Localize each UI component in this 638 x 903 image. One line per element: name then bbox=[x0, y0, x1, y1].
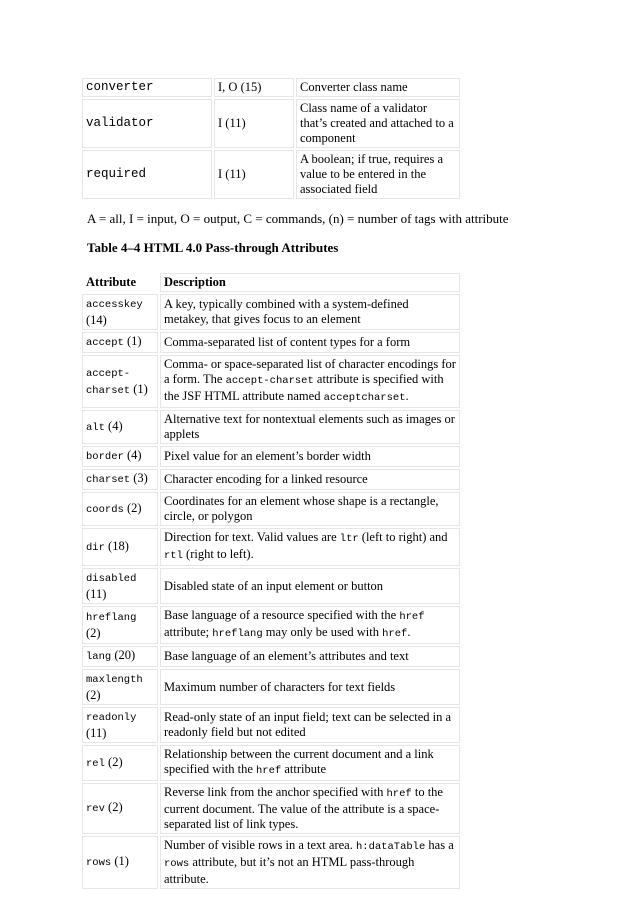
attribute-name: rel bbox=[86, 757, 105, 770]
description-text: Character encoding for a linked resource bbox=[164, 472, 368, 486]
table-row bbox=[82, 783, 460, 834]
attribute-name: lang bbox=[86, 651, 112, 663]
attribute-description bbox=[160, 745, 460, 781]
description-text: to the current document. The value of the attribute is a space-separated list of link types. bbox=[164, 785, 443, 831]
attribute-description bbox=[160, 294, 460, 330]
description-text: attribute bbox=[281, 762, 326, 776]
table-row bbox=[82, 707, 460, 743]
applies-to: I (11) bbox=[214, 150, 294, 199]
table-row bbox=[82, 492, 460, 526]
table-row bbox=[82, 745, 460, 781]
attribute-description bbox=[160, 783, 460, 834]
attribute-name: validator bbox=[82, 99, 212, 148]
attribute-name: disabled bbox=[86, 573, 137, 585]
applies-to: I, O (15) bbox=[214, 78, 294, 97]
description-text: has a bbox=[425, 838, 454, 852]
table-row bbox=[82, 99, 460, 148]
legend-note: A = all, I = input, O = output, C = commands, (n) = number of tags with attribute bbox=[87, 211, 509, 226]
description-text: Pixel value for an element’s border width bbox=[164, 449, 371, 463]
tag-count: (14) bbox=[86, 313, 107, 327]
pass-through-attributes-table bbox=[80, 271, 462, 891]
inline-code: hreflang bbox=[212, 628, 263, 640]
attribute-name: accesskey bbox=[86, 299, 143, 311]
description-text: Maximum number of characters for text fields bbox=[164, 679, 396, 694]
tag-count: (2) bbox=[86, 688, 101, 702]
attribute-description bbox=[160, 568, 460, 604]
attribute-name: coords bbox=[86, 503, 124, 516]
table-row bbox=[82, 410, 460, 444]
tag-count: (2) bbox=[108, 754, 123, 769]
table-row bbox=[82, 150, 460, 199]
description-text: A key, typically combined with a system-defined metakey, that gives focus to an element bbox=[164, 297, 409, 326]
attribute-cell bbox=[82, 294, 158, 330]
table-row bbox=[82, 606, 460, 644]
attribute-cell bbox=[82, 836, 158, 889]
description-text: Reverse link from the anchor specified with bbox=[164, 785, 387, 799]
attribute-description bbox=[160, 669, 460, 705]
attribute-cell bbox=[82, 446, 158, 467]
description-text: Alternative text for nontextual elements such as images or applets bbox=[164, 412, 455, 441]
attribute-cell bbox=[82, 528, 158, 566]
tag-count: (2) bbox=[108, 800, 123, 814]
attribute-name: alt bbox=[86, 421, 105, 434]
attribute-name: required bbox=[82, 150, 212, 199]
inline-code: h:dataTable bbox=[355, 841, 426, 853]
description-text: Relationship between the current document and a link specified with the bbox=[164, 747, 434, 776]
attribute-description bbox=[160, 355, 460, 408]
attribute-name: border bbox=[86, 451, 124, 463]
description-text: attribute; bbox=[164, 625, 213, 639]
attribute-cell bbox=[82, 669, 158, 705]
table-row bbox=[82, 355, 460, 408]
description-text: (right to left). bbox=[182, 547, 254, 561]
table-row bbox=[82, 446, 460, 467]
table-row bbox=[82, 568, 460, 604]
table-row bbox=[82, 469, 460, 490]
attribute-description bbox=[160, 469, 460, 490]
table-header-row bbox=[82, 273, 460, 292]
attribute-description: Converter class name bbox=[296, 78, 460, 97]
attribute-name: readonly bbox=[86, 712, 137, 724]
attribute-description bbox=[160, 528, 460, 566]
tag-count: (11) bbox=[86, 726, 107, 740]
table-caption: Table 4–4 HTML 4.0 Pass-through Attributes bbox=[87, 240, 339, 255]
description-text: (left to right) and bbox=[358, 530, 448, 544]
tag-count: (1) bbox=[133, 381, 148, 396]
inline-code: href bbox=[382, 628, 408, 640]
attribute-cell bbox=[82, 745, 158, 781]
inline-code: rows bbox=[164, 858, 190, 870]
attribute-cell bbox=[82, 606, 158, 644]
attribute-name: rows bbox=[86, 857, 112, 869]
description-text: Comma-separated list of content types for a form bbox=[164, 335, 411, 349]
attribute-cell bbox=[82, 783, 158, 834]
tag-count: (2) bbox=[126, 500, 142, 515]
description-text: Coordinates for an element whose shape is a rectangle, circle, or polygon bbox=[164, 494, 439, 523]
attribute-description bbox=[160, 707, 460, 743]
attribute-cell bbox=[82, 646, 158, 667]
table-row bbox=[82, 78, 460, 97]
description-text: Base language of a resource specified with the bbox=[164, 608, 400, 622]
attribute-name: dir bbox=[86, 541, 105, 554]
attribute-description bbox=[160, 606, 460, 644]
attribute-description bbox=[160, 410, 460, 444]
attribute-cell bbox=[82, 492, 158, 526]
description-text: Comma- or space-separated list of character encodings for a form. The bbox=[164, 357, 456, 386]
description-text: may only be used with bbox=[262, 625, 383, 639]
attribute-description bbox=[160, 646, 460, 667]
attribute-description bbox=[160, 836, 460, 889]
attribute-name: accept-charset bbox=[86, 367, 131, 397]
attribute-cell bbox=[82, 469, 158, 490]
tag-count: (11) bbox=[86, 587, 107, 601]
inline-code: accept-charset bbox=[225, 375, 314, 387]
table-row bbox=[82, 669, 460, 705]
attribute-name: maxlength bbox=[86, 674, 143, 686]
tag-count: (1) bbox=[126, 334, 142, 348]
description-text: attribute, but it’s not an HTML pass-through attribute. bbox=[164, 855, 415, 886]
description-text: Direction for text. Valid values are bbox=[164, 530, 340, 544]
description-text: Read-only state of an input field; text can be selected in a readonly field but not edited bbox=[164, 710, 452, 739]
tag-count: (20) bbox=[114, 648, 136, 662]
table-row bbox=[82, 332, 460, 353]
attribute-description bbox=[160, 492, 460, 526]
attribute-name: rev bbox=[86, 803, 105, 815]
description-text: Number of visible rows in a text area. bbox=[164, 838, 356, 852]
attribute-cell bbox=[82, 410, 158, 444]
description-text: Disabled state of an input element or button bbox=[164, 578, 384, 593]
description-text: attribute is specified with the JSF HTML attribute named bbox=[164, 372, 444, 403]
description-text: . bbox=[407, 625, 411, 639]
tag-count: (18) bbox=[108, 538, 129, 553]
inline-code: acceptcharset bbox=[323, 392, 406, 404]
description-text: Base language of an element’s attributes and text bbox=[164, 649, 409, 663]
tag-count: (3) bbox=[133, 471, 148, 485]
table-row bbox=[82, 646, 460, 667]
tag-count: (4) bbox=[126, 448, 142, 462]
applies-to: I (11) bbox=[214, 99, 294, 148]
attribute-name: converter bbox=[82, 78, 212, 97]
attribute-description: Class name of a validator that’s created and attached to a component bbox=[296, 99, 460, 148]
header-attribute: Attribute bbox=[82, 273, 158, 292]
attribute-name: accept bbox=[86, 337, 124, 349]
attribute-cell bbox=[82, 707, 158, 743]
tag-count: (4) bbox=[108, 418, 123, 433]
table-row bbox=[82, 528, 460, 566]
tag-count: (1) bbox=[114, 854, 129, 868]
description-text: . bbox=[405, 389, 409, 403]
tag-count: (2) bbox=[86, 626, 101, 640]
validator-attributes-table bbox=[80, 76, 462, 201]
inline-code: href bbox=[256, 765, 282, 777]
attribute-description bbox=[160, 332, 460, 353]
attribute-cell bbox=[82, 355, 158, 408]
attribute-description bbox=[160, 446, 460, 467]
inline-code: ltr bbox=[339, 533, 359, 545]
attribute-name: charset bbox=[86, 474, 131, 486]
inline-code: href bbox=[399, 611, 425, 623]
attribute-name: hreflang bbox=[86, 612, 137, 624]
table-row bbox=[82, 294, 460, 330]
attribute-description: A boolean; if true, requires a value to be entered in the associated field bbox=[296, 150, 460, 199]
attribute-cell bbox=[82, 568, 158, 604]
attribute-cell bbox=[82, 332, 158, 353]
inline-code: href bbox=[386, 788, 412, 800]
inline-code: rtl bbox=[164, 550, 183, 562]
table-row bbox=[82, 836, 460, 889]
header-description: Description bbox=[160, 273, 460, 292]
